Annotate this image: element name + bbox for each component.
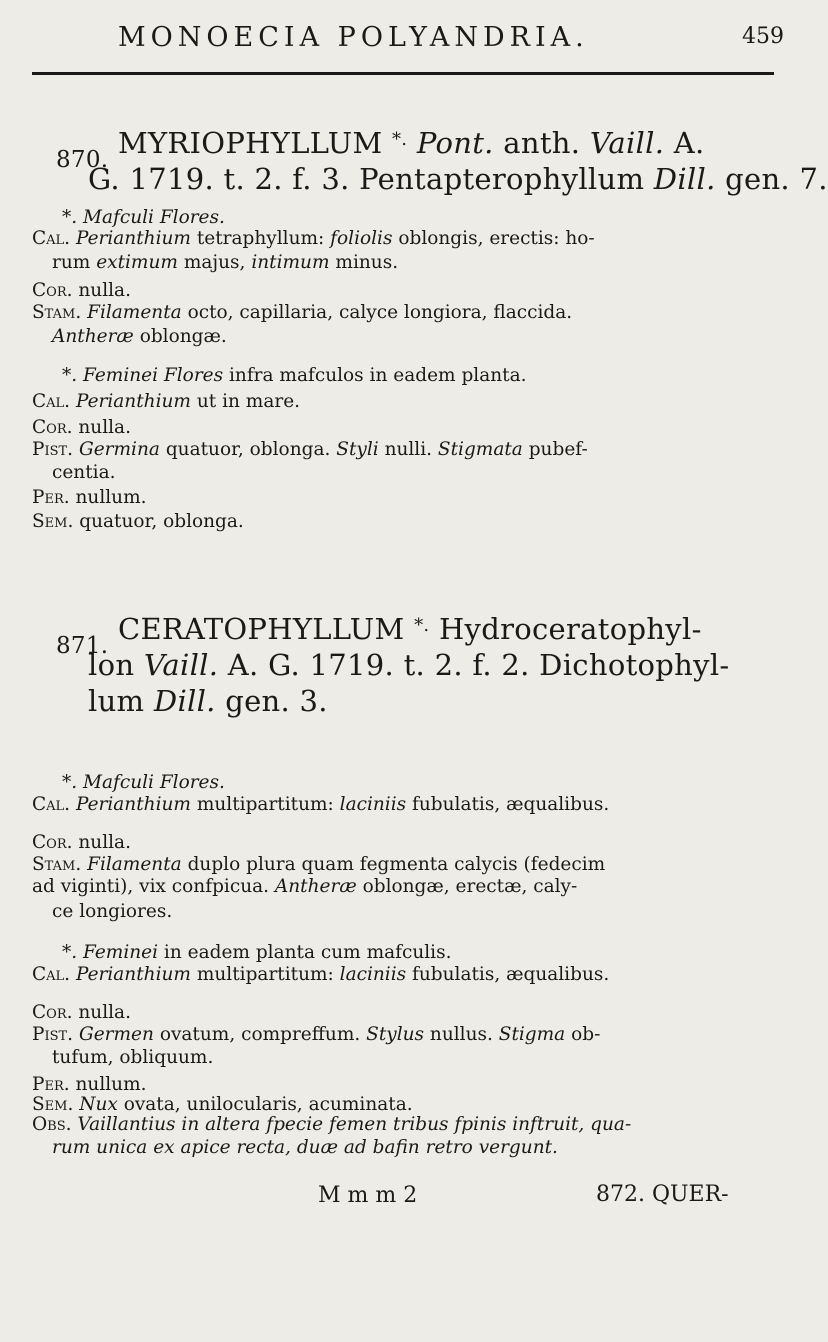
ref-gen: gen. 7. (725, 162, 828, 196)
male-heading: *. Mafculi Flores. (62, 207, 225, 228)
ref-pont: Pont. (416, 126, 494, 160)
genus-reference-line: lon Vaill. A. G. 1719. t. 2. f. 2. Dichotophyl- (88, 648, 730, 682)
genus-heading (56, 126, 705, 173)
pistil-line-2: centia. (52, 462, 116, 483)
page-number: 459 (742, 24, 784, 49)
ref-anth: anth. (503, 126, 581, 160)
header-rule (32, 72, 774, 75)
female-calyx-line: Cal. Perianthium ut in mare. (32, 391, 301, 412)
catchword: 872. QUER- (596, 1182, 729, 1207)
female-heading: *. Feminei Flores infra mafculos in eadem planta. (62, 365, 527, 386)
signature-mark: M m m 2 (318, 1183, 418, 1208)
calyx-line-2: rum extimum majus, intimum minus. (52, 252, 399, 273)
female-corolla-line: Cor. nulla. (32, 417, 131, 438)
genus-mark: *. (392, 129, 408, 150)
pericarp-line: Per. nullum. (32, 1074, 147, 1095)
stamen-line-2: ad viginti), vix confpicua. Antheræ oblongæ, erectæ, caly- (32, 876, 578, 897)
genus-heading: $_{871.}$ CERATOPHYLLUM *. Hydroceratophyl- (56, 612, 702, 659)
stamen-line-3: ce longiores. (52, 901, 173, 922)
pericarp-line: Per. nullum. (32, 487, 147, 508)
ref-vaill: Vaill. (589, 126, 665, 160)
seed-line: Sem. quatuor, oblonga. (32, 511, 244, 532)
ref-line2: G. 1719. t. 2. f. 3. Pentapterophyllum (88, 162, 645, 196)
female-calyx-line: Cal. Perianthium multipartitum: laciniis fubulatis, æqualibus. (32, 964, 610, 985)
genus-name: MYRIOPHYLLUM (117, 126, 383, 160)
corolla-line: Cor. nulla. (32, 280, 131, 301)
seed-line: Sem. Nux ovata, unilocularis, acuminata. (32, 1094, 413, 1115)
observation-line-2: rum unica ex apice recta, duæ ad bafin retro vergunt. (52, 1137, 558, 1158)
stamen-line: Stam. Filamenta octo, capillaria, calyce longiora, flaccida. (32, 302, 573, 323)
observation-line: Obs. Vaillantius in altera fpecie femen tribus fpinis inftruit, qua- (32, 1114, 632, 1135)
ref-a: A. (673, 126, 705, 160)
pistil-line: Pist. Germina quatuor, oblonga. Styli nulli. Stigmata pubef- (32, 439, 588, 460)
page-header (0, 22, 800, 62)
calyx-line: Cal. Perianthium multipartitum: laciniis fubulatis, æqualibus. (32, 794, 610, 815)
genus-reference-line-3: lum Dill. gen. 3. (88, 684, 328, 718)
running-head: MONOECIA POLYANDRIA. (118, 22, 589, 53)
pistil-line-2: tufum, obliquum. (52, 1047, 214, 1068)
cal-label: Cal. (32, 228, 71, 249)
genus-reference-line (88, 162, 828, 196)
pistil-line: Pist. Germen ovatum, compreffum. Stylus nullus. Stigma ob- (32, 1024, 601, 1045)
corolla-line: Cor. nulla. (32, 832, 131, 853)
anther-line: Antheræ oblongæ. (52, 326, 227, 347)
entry-number: 870. (56, 147, 109, 173)
calyx-line: Cal. Perianthium tetraphyllum: foliolis oblongis, erectis: ho- (32, 228, 595, 249)
stamen-line: Stam. Filamenta duplo plura quam fegmenta calycis (fedecim (32, 854, 606, 875)
female-corolla-line: Cor. nulla. (32, 1002, 131, 1023)
female-heading: *. Feminei in eadem planta cum mafculis. (62, 942, 452, 963)
male-heading: *. Mafculi Flores. (62, 772, 225, 793)
ref-dill: Dill. (653, 162, 716, 196)
